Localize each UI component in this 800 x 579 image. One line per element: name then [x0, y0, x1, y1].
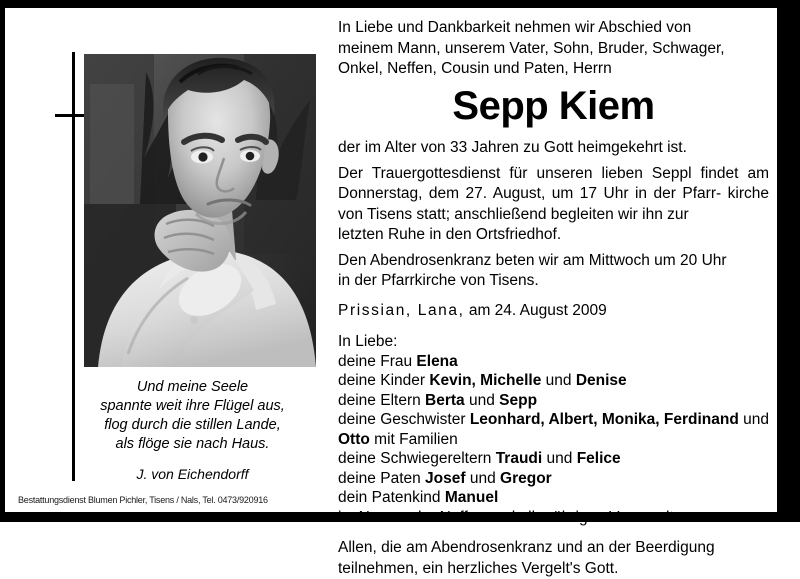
signature-names-2: Sepp [499, 392, 537, 409]
signature-conjunction: und [541, 372, 575, 389]
signature-names: Kevin, Michelle [429, 372, 541, 389]
signature-names: Traudi [496, 450, 543, 467]
rosary-line-2: in der Pfarrkirche von Tisens. [338, 271, 769, 292]
rosary-paragraph [338, 251, 769, 292]
signature-line [338, 488, 769, 508]
poem-line-4: als flöge sie nach Haus. [65, 435, 320, 454]
funeral-service-imprint: Bestattungsdienst Blumen Pichler, Tisens / Nals, Tel. 0473/920916 [18, 495, 268, 506]
rosary-line-1: Den Abendrosenkranz beten wir am Mittwoch um 20 Uhr [338, 252, 727, 269]
poem-line-3: flog durch die stillen Lande, [65, 416, 320, 435]
signature-names: Elena [416, 353, 457, 370]
signature-conjunction: und [465, 392, 499, 409]
service-line-1: Der Trauergottesdienst für unseren lieben Seppl findet am [338, 165, 769, 182]
date: am 24. August 2009 [469, 302, 607, 319]
place-and-date [338, 301, 769, 322]
notice-body [338, 138, 769, 579]
signature-line [338, 410, 769, 449]
intro-line-1: In Liebe und Dankbarkeit nehmen wir Abschied von [338, 18, 769, 39]
service-line-4: letzten Ruhe in den Ortsfriedhof. [338, 225, 769, 246]
portrait-photo-graphic [84, 54, 316, 367]
signature-prefix: deine Schwiegereltern [338, 450, 496, 467]
closing-line-1: Allen, die am Abendrosenkranz und an der Beerdigung [338, 538, 769, 559]
service-line-3: kirche von Tisens statt; anschließend begleiten wir ihn zur [338, 185, 769, 223]
signature-names-2: Gregor [500, 470, 552, 487]
poem-author: J. von Eichendorff [65, 465, 320, 484]
signature-names-2: Felice [577, 450, 621, 467]
signature-line [338, 371, 769, 391]
closing-line-2: teilnehmen, ein herzliches Vergelt's Gott. [338, 559, 769, 579]
left-column [5, 8, 330, 512]
deceased-name: Sepp Kiem [338, 84, 769, 128]
signature-line [338, 352, 769, 372]
signature-heading: In Liebe: [338, 332, 769, 352]
intro-line-3: Onkel, Neffen, Cousin und Paten, Herrn [338, 59, 769, 80]
signature-names: Leonhard, Albert, Monika, Ferdinand [470, 411, 739, 428]
right-column [338, 8, 769, 512]
intro-line-2: meinem Mann, unserem Vater, Sohn, Bruder, Schwager, [338, 39, 769, 60]
signature-prefix: deine Eltern [338, 392, 425, 409]
signature-prefix: deine Kinder [338, 372, 429, 389]
signature-names: Josef [425, 470, 466, 487]
place: Prissian, Lana, [338, 302, 465, 319]
signature-names: Manuel [445, 489, 498, 506]
signature-line [338, 449, 769, 469]
signature-conjunction: und [542, 450, 576, 467]
signature-line [338, 469, 769, 489]
service-paragraph [338, 164, 769, 246]
intro-paragraph [338, 18, 769, 80]
notice-inner-frame [5, 8, 777, 512]
poem-block [65, 378, 320, 484]
service-line-2: Donnerstag, dem 27. August, um 17 Uhr in der Pfarr- [338, 185, 721, 202]
signature-prefix: deine Frau [338, 353, 416, 370]
signature-suffix: mit Familien [370, 431, 458, 448]
signature-line [338, 391, 769, 411]
portrait-photo [84, 54, 316, 367]
signature-names: Berta [425, 392, 465, 409]
signature-footer: im Namen der Neffen und aller übrigen Verwandten [338, 508, 769, 528]
age-line: der im Alter von 33 Jahren zu Gott heimgekehrt ist. [338, 138, 769, 159]
closing-paragraph [338, 538, 769, 579]
poem-line-1: Und meine Seele [65, 378, 320, 397]
signature-conjunction: und [739, 411, 769, 428]
signature-prefix: deine Geschwister [338, 411, 470, 428]
signature-prefix: deine Paten [338, 470, 425, 487]
poem-line-2: spannte weit ihre Flügel aus, [65, 397, 320, 416]
signature-block [338, 332, 769, 527]
signature-names-2: Otto [338, 431, 370, 448]
signature-prefix: dein Patenkind [338, 489, 445, 506]
signature-names-2: Denise [576, 372, 627, 389]
signature-conjunction: und [466, 470, 500, 487]
